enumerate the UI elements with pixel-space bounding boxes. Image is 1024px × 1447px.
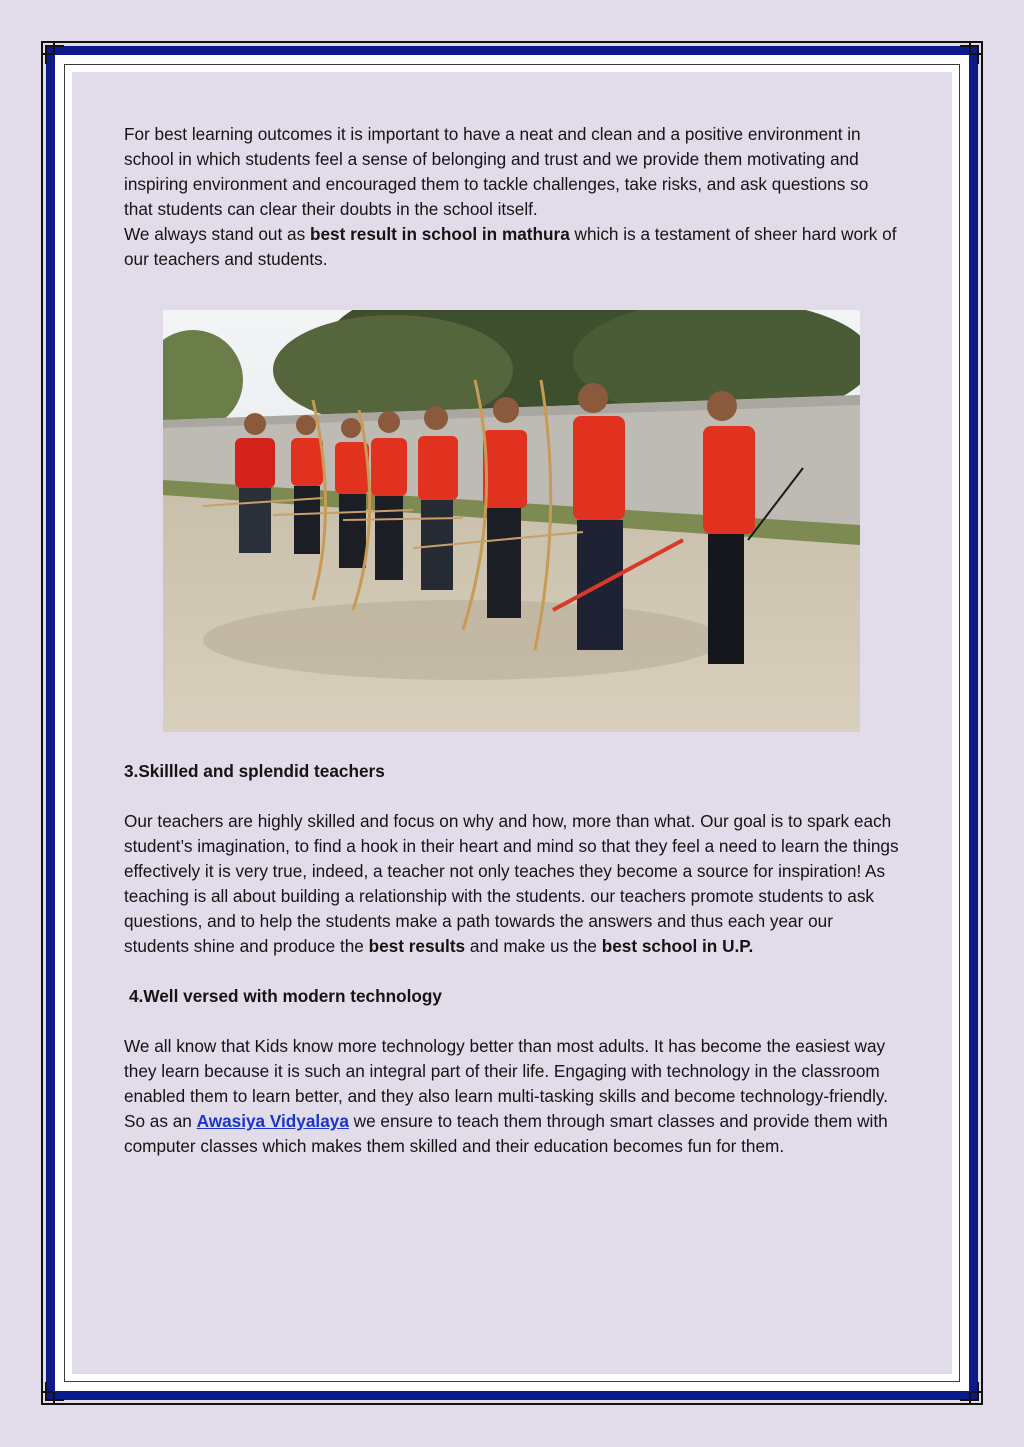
archery-photo-illustration bbox=[163, 310, 860, 732]
result-bold-text: best result in school in mathura bbox=[309, 224, 570, 244]
result-text-after: which is a testament of sheer hard work of our teachers and students. bbox=[124, 224, 897, 269]
section3-text-before: Our teachers are highly skilled and focus on why and how, more than what. Our goal is to spark each student’s imagination, to find a hook in their heart and mind so that they feel a need to learn the things effectively it is very true, indeed, a teacher not only teaches they become a source for inspiration! As teaching is all about building a relationship with the students. our teachers promote students to ask questions, and to help the students make a path towards the answers and thus each year our students shine and produce the bbox=[124, 811, 899, 956]
corner-ornament-icon bbox=[40, 40, 66, 66]
section4-heading: 4.Well versed with modern technology bbox=[129, 986, 442, 1006]
result-paragraph bbox=[124, 222, 900, 272]
section4-body-paragraph2 bbox=[124, 1109, 900, 1159]
section3-body bbox=[124, 809, 900, 959]
section4-text-before: So as an bbox=[124, 1111, 197, 1131]
archery-team-photo bbox=[163, 310, 860, 732]
spacer bbox=[124, 959, 900, 984]
corner-ornament-icon bbox=[40, 1380, 66, 1406]
document-body bbox=[124, 122, 900, 1159]
corner-ornament-icon bbox=[958, 1380, 984, 1406]
section3-bold-best-results: best results bbox=[368, 936, 466, 956]
section4-text-after: we ensure to teach them through smart classes and provide them with computer classes which makes them skilled and their education becomes fun for them. bbox=[124, 1111, 888, 1156]
section4-body-paragraph1: We all know that Kids know more technology better than most adults. It has become the easiest way they learn because it is such an integral part of their life. Engaging with technology in the classroom enabled them to learn better, and they also learn multi-tasking skills and become technology-friendly. bbox=[124, 1036, 888, 1106]
result-text-before: We always stand out as bbox=[124, 224, 310, 244]
awasiya-vidyalaya-link[interactable]: Awasiya Vidyalaya bbox=[196, 1111, 349, 1131]
section3-heading: 3.Skillled and splendid teachers bbox=[124, 761, 385, 781]
section3-text-middle: and make us the bbox=[465, 936, 602, 956]
section3-bold-best-school: best school in U.P. bbox=[601, 936, 754, 956]
spacer bbox=[124, 784, 900, 809]
corner-ornament-icon bbox=[958, 40, 984, 66]
spacer bbox=[124, 1009, 900, 1034]
intro-paragraph: For best learning outcomes it is important to have a neat and clean and a positive environment in school in which students feel a sense of belonging and trust and we provide them motivating and inspiring environment and encouraged them to tackle challenges, take risks, and ask questions so that students can clear their doubts in the school itself. bbox=[124, 124, 869, 219]
